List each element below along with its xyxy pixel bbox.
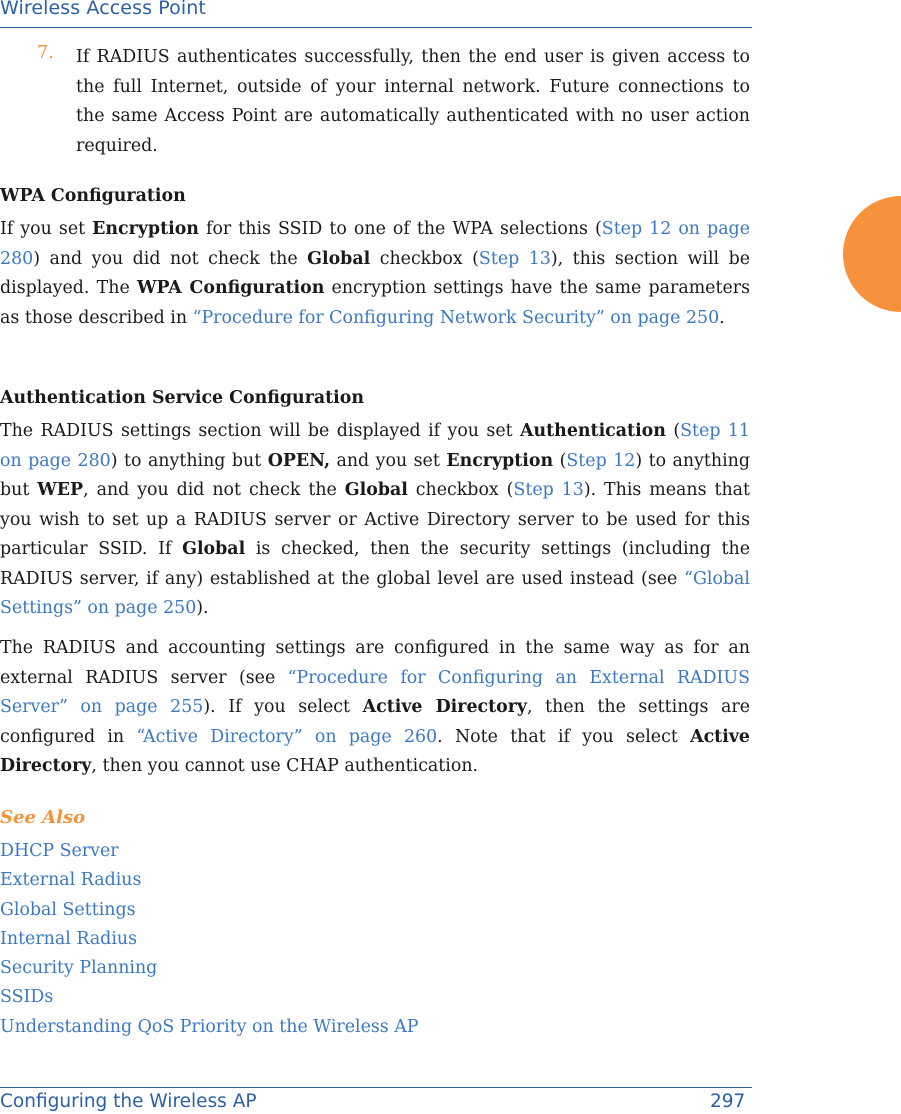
link-network-security[interactable]: “Procedure for Configuring Network Security” on page 250 <box>192 307 720 328</box>
auth-heading: Authentication Service Configuration <box>0 388 365 408</box>
chapter-tab-marker <box>843 196 901 312</box>
radius-paragraph: The RADIUS and accounting settings are configured in the same way as for an external RADIUS server (see “Procedure for Configuring an External RADIUS Server” on page 255). If you select Active Directory, then the settings are configured in “Active Directory” on page 260. Note that if you select Active Directory, then you cannot use CHAP authentication. <box>0 638 751 776</box>
see-also-link[interactable]: Understanding QoS Priority on the Wireless AP <box>0 1016 419 1037</box>
auth-paragraph: The RADIUS settings section will be displayed if you set Authentication (Step 11 on page 280) to anything but OPEN, and you set Encryption (Step 12) to anything but WEP, and you did not check the Global checkbox (Step 13). This means that you wish to set up a RADIUS server or Active Directory server to be used for this particular SSID. If Global is checked, then the security settings (including the RADIUS server, if any) established at the global level are used instead (see “Global Settings” on page 250). <box>0 421 751 618</box>
footer-rule <box>0 1087 752 1088</box>
wpa-paragraph: If you set Encryption for this SSID to one of the WPA selections (Step 12 on page 280) and you did not check the Global checkbox (Step 13), this section will be displayed. The WPA Configuration encryption settings have the same parameters as those described in “Procedure for Configuring Network Security” on page 250. <box>0 219 751 328</box>
link-active-directory[interactable]: “Active Directory” on page 260 <box>136 726 438 747</box>
see-also-link[interactable]: External Radius <box>0 870 142 891</box>
link-step-12-page-280[interactable]: Step 12 on page 280 <box>0 219 750 269</box>
header-rule <box>0 27 752 28</box>
link-step-13[interactable]: Step 13 <box>478 248 551 269</box>
wpa-heading: WPA Configuration <box>0 186 186 206</box>
footer-section-title: Configuring the Wireless AP <box>0 1091 257 1112</box>
see-also-list <box>0 837 419 1042</box>
see-also-link[interactable]: Security Planning <box>0 958 158 979</box>
header-title: Wireless Access Point <box>0 0 206 19</box>
see-also-link[interactable]: Internal Radius <box>0 928 138 949</box>
page-number: 297 <box>710 1091 746 1112</box>
step-number: 7. <box>37 43 54 63</box>
link-step-12[interactable]: Step 12 <box>566 450 636 471</box>
see-also-link[interactable]: SSIDs <box>0 987 54 1008</box>
link-external-radius-procedure[interactable]: “Procedure for Configuring an External RADIUS Server” on page 255 <box>0 667 750 717</box>
link-step-13[interactable]: Step 13 <box>513 480 584 500</box>
link-step-11-page-280[interactable]: Step 11 on page 280 <box>0 421 750 471</box>
see-also-link[interactable]: DHCP Server <box>0 841 119 861</box>
see-also-link[interactable]: Global Settings <box>0 899 136 920</box>
step-7-text: If RADIUS authenticates successfully, then the end user is given access to the full Internet, outside of your internal network. Future connections to the same Access Point are automatically authenticated with no user action required. <box>76 47 750 156</box>
link-global-settings[interactable]: “Global Settings” on page 250 <box>0 568 750 618</box>
see-also-heading: See Also <box>0 807 86 828</box>
